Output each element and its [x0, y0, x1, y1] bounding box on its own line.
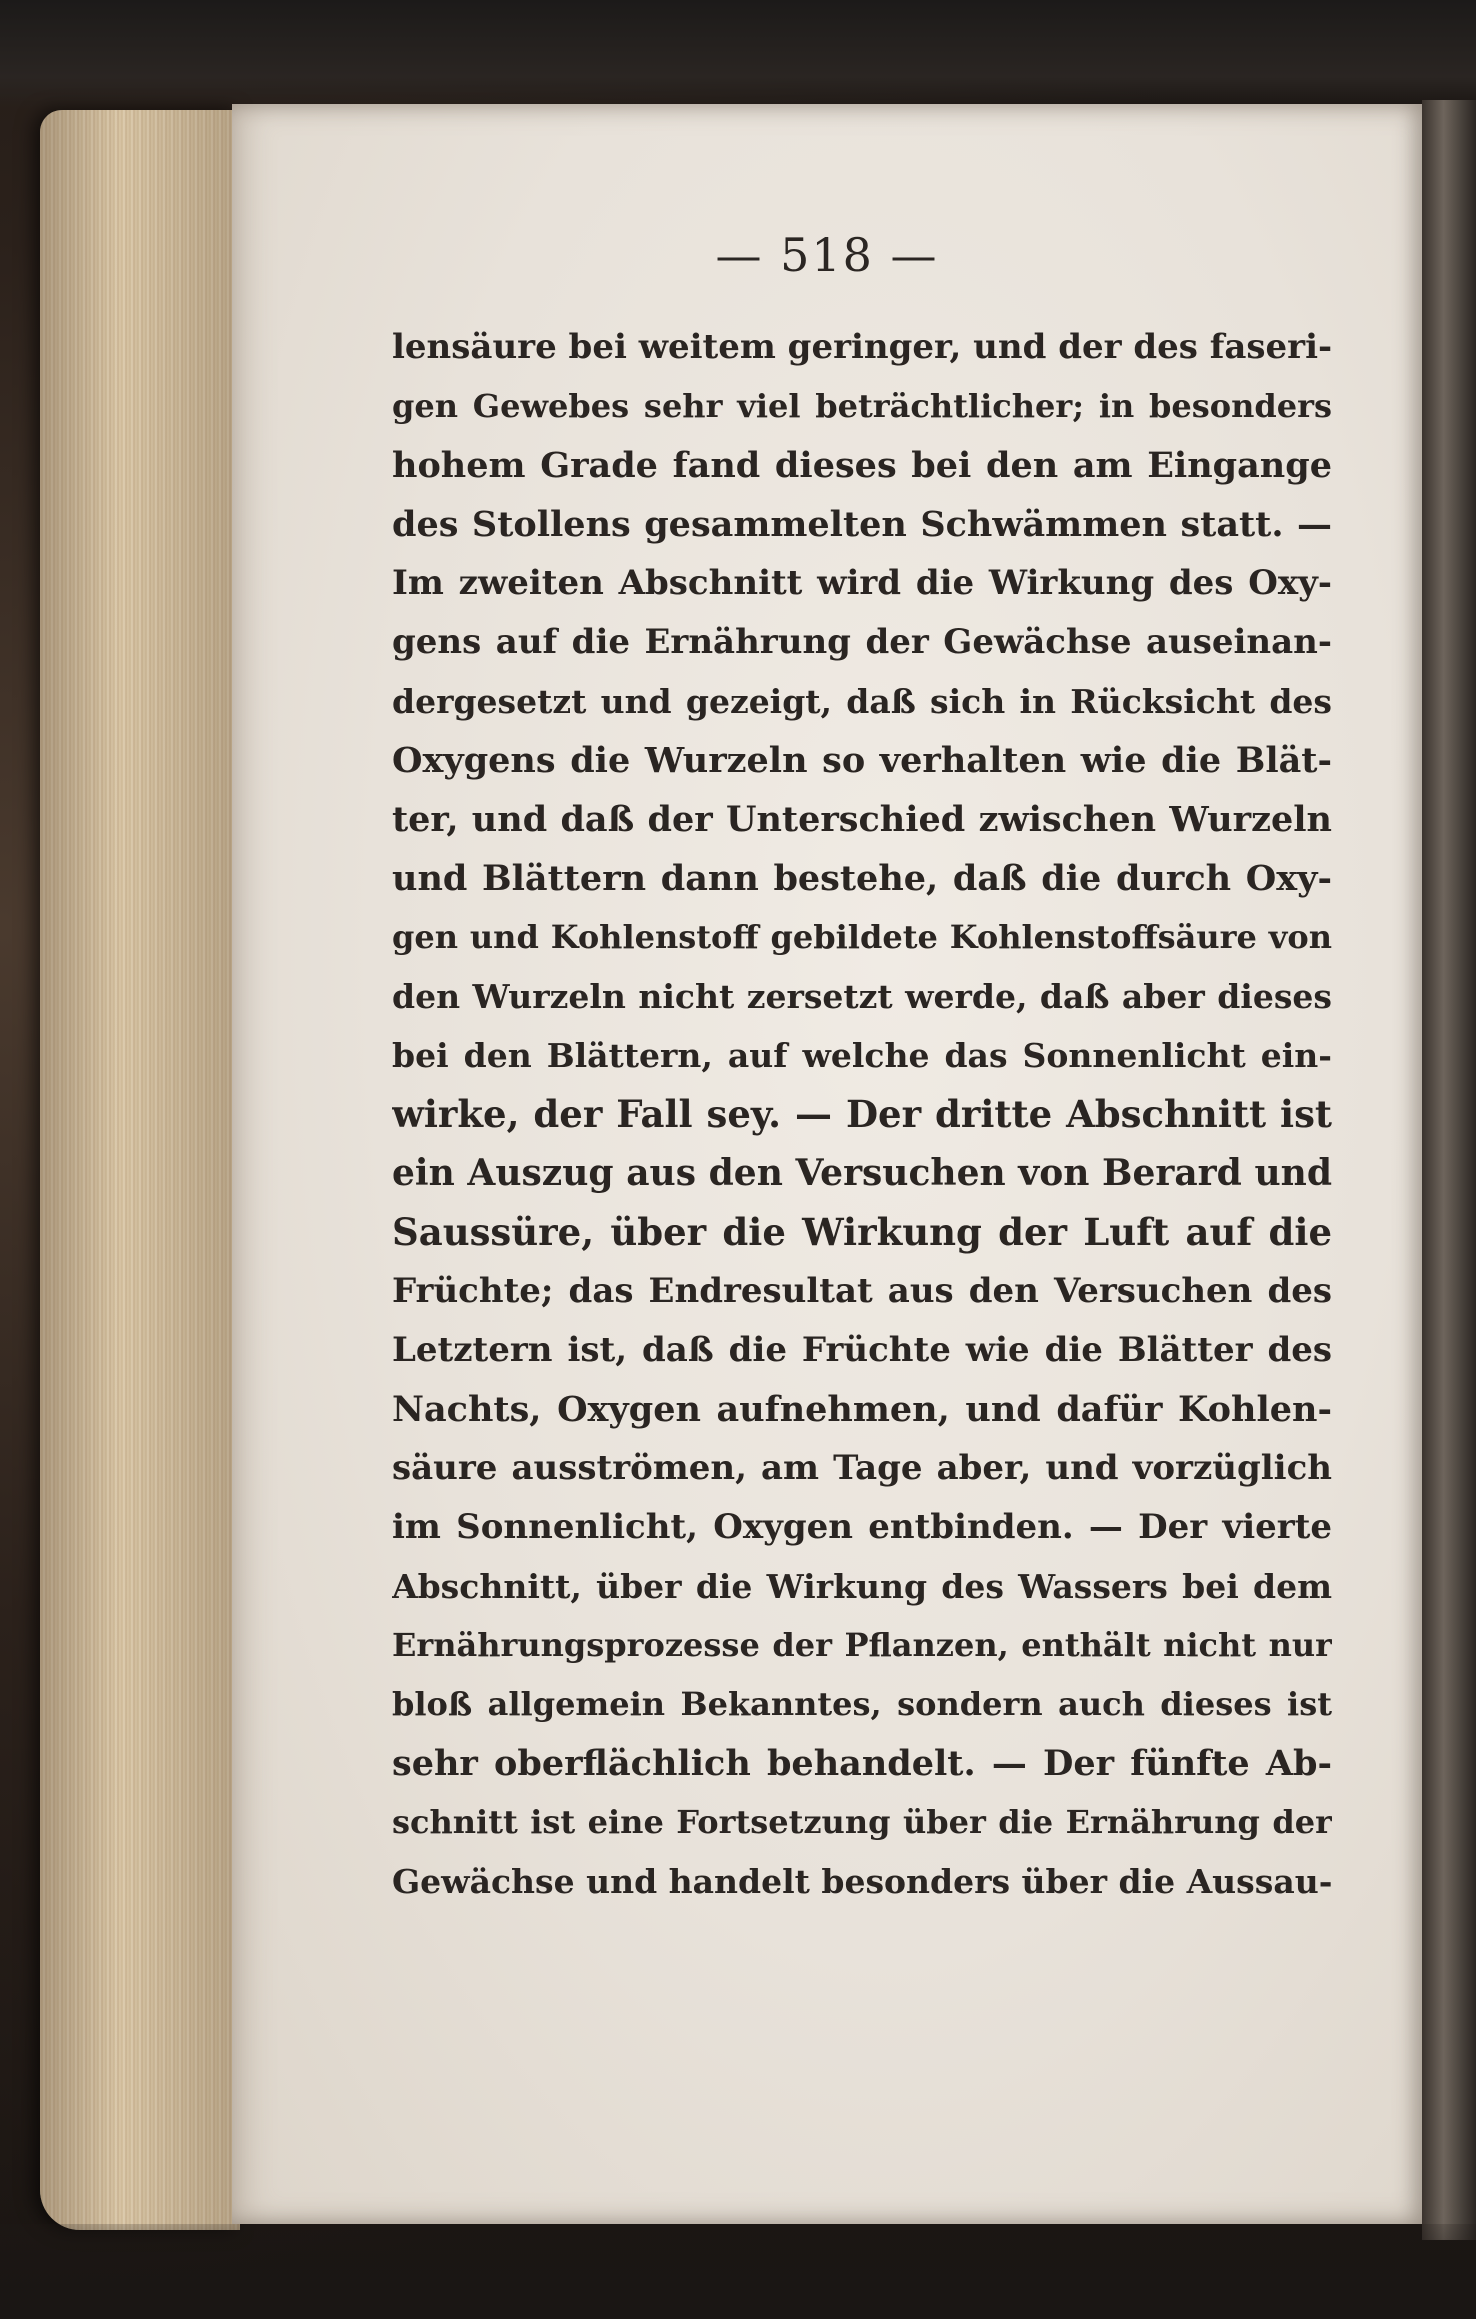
text-line: und Blättern dann bestehe, daß die durch Oxy- — [392, 858, 1332, 899]
text-line: den Wurzeln nicht zersetzt werde, daß aber dieses — [392, 977, 1332, 1016]
text-line: Nachts, Oxygen aufnehmen, und dafür Kohlen- — [392, 1389, 1332, 1430]
text-line: gen und Kohlenstoff gebildete Kohlenstoffsäure von — [392, 918, 1332, 956]
text-line: lensäure bei weitem geringer, und der des faseri- — [392, 327, 1332, 367]
text-line: Gewächse und handelt besonders über die Aussau- — [392, 1862, 1332, 1901]
text-line: ter, und daß der Unterschied zwischen Wurzeln — [392, 799, 1332, 840]
text-line: des Stollens gesammelten Schwämmen statt. — — [392, 504, 1332, 545]
text-line: bei den Blättern, auf welche das Sonnenlicht ein- — [392, 1036, 1332, 1075]
text-line: hohem Grade fand dieses bei den am Eingange — [392, 445, 1332, 486]
book-page-edges — [40, 110, 240, 2230]
text-line: Im zweiten Abschnitt wird die Wirkung des Oxy- — [392, 563, 1332, 603]
page-number: — 518 — — [715, 228, 939, 282]
text-line: gen Gewebes sehr viel beträchtlicher; in besonders — [392, 387, 1332, 425]
top-shadow — [0, 0, 1476, 110]
text-line: schnitt ist eine Fortsetzung über die Ernährung der — [392, 1803, 1332, 1841]
text-line: Abschnitt, über die Wirkung des Wassers bei dem — [392, 1567, 1332, 1606]
text-line: säure ausströmen, am Tage aber, und vorzüglich — [392, 1448, 1332, 1488]
text-line: ein Auszug aus den Versuchen von Berard und — [392, 1152, 1332, 1194]
text-line: Früchte; das Endresultat aus den Versuchen des — [392, 1271, 1332, 1311]
text-line: bloß allgemein Bekanntes, sondern auch dieses ist — [392, 1685, 1332, 1723]
text-line: Letztern ist, daß die Früchte wie die Blätter des — [392, 1330, 1332, 1370]
body-text — [392, 318, 1332, 1911]
text-line: gens auf die Ernährung der Gewächse auseinan- — [392, 622, 1332, 662]
text-line: Saussüre, über die Wirkung der Luft auf die — [392, 1210, 1332, 1254]
text-line: Oxygens die Wurzeln so verhalten wie die Blät- — [392, 740, 1332, 781]
text-line: sehr oberflächlich behandelt. — Der fünfte Ab- — [392, 1743, 1332, 1784]
text-line: im Sonnenlicht, Oxygen entbinden. — Der vierte — [392, 1507, 1332, 1547]
book-right-edge — [1422, 100, 1476, 2240]
text-line: dergesetzt und gezeigt, daß sich in Rücksicht des — [392, 682, 1332, 721]
text-line: Ernährungsprozesse der Pflanzen, enthält nicht nur — [392, 1626, 1332, 1664]
bottom-shadow — [0, 2224, 1476, 2319]
text-line: wirke, der Fall sey. — Der dritte Abschnitt ist — [392, 1092, 1332, 1136]
